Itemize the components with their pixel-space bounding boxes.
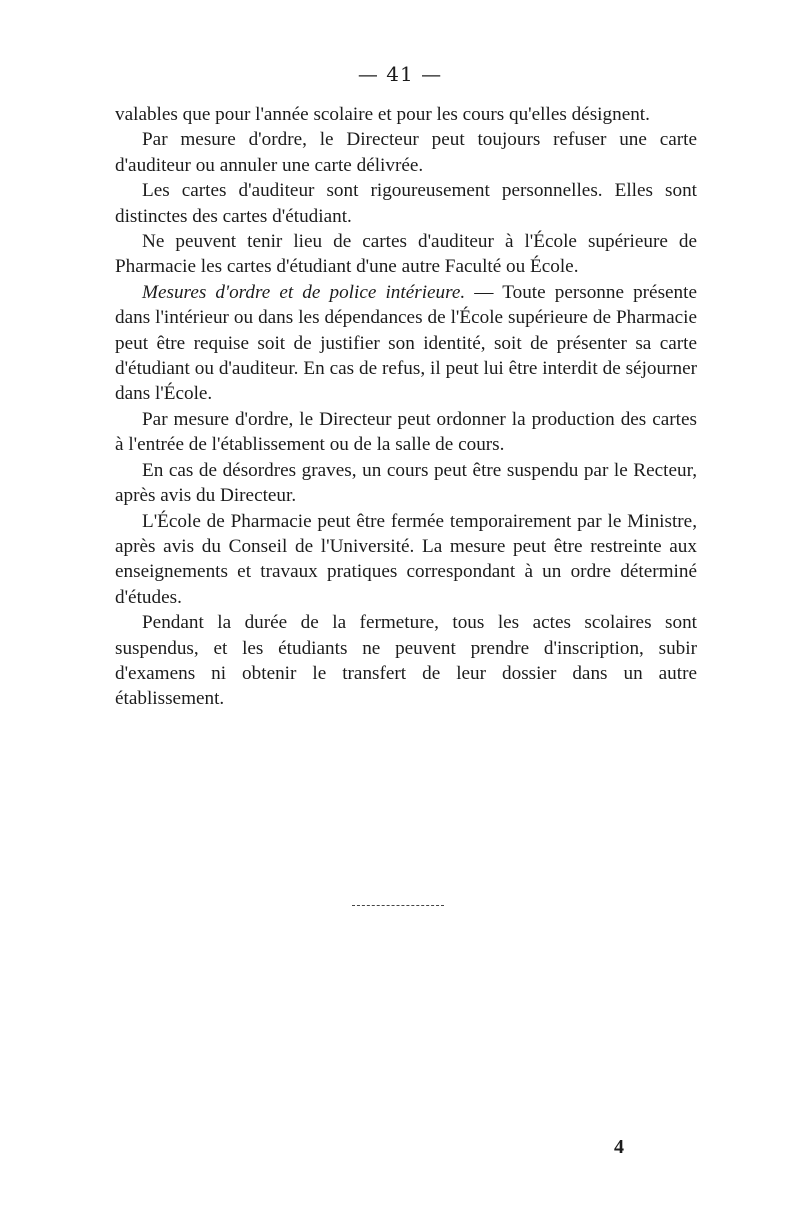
paragraph: En cas de désordres graves, un cours peut être suspendu par le Recteur, après avis du Directeur.: [115, 459, 697, 507]
paragraph: Pendant la durée de la fermeture, tous les actes scolaires sont suspendus, et les étudiants ne peuvent prendre d'inscription, subir d'examens ni obtenir le transfert de leur dossier dans un autre établissement.: [115, 612, 697, 710]
paragraph: [115, 280, 697, 407]
paragraph: Les cartes d'auditeur sont rigoureusement personnelles. Elles sont distinctes des cartes d'étudiant.: [115, 180, 697, 227]
paragraph-text: — Toute personne présente dans l'intérieur ou dans les dépendances de l'École supérieure de Pharmacie peut être requise soit de justifier son identité, soit de présenter sa carte d'étudiant ou d'auditeur. En cas de refus, il peut lui être interdit de séjourner dans l'École.: [115, 281, 697, 405]
paragraph: Par mesure d'ordre, le Directeur peut toujours refuser une carte d'auditeur ou annuler une carte délivrée.: [115, 129, 697, 176]
paragraph: L'École de Pharmacie peut être fermée temporairement par le Ministre, après avis du Conseil de l'Université. La mesure peut être restreinte aux enseignements et travaux pratiques correspondant à un ordre déterminé d'études.: [115, 510, 697, 608]
paragraph: valables que pour l'année scolaire et pour les cours qu'elles désignent.: [115, 104, 650, 125]
paragraph: Par mesure d'ordre, le Directeur peut ordonner la production des cartes à l'entrée de l'établissement ou de la salle de cours.: [115, 408, 697, 456]
paragraph: Ne peuvent tenir lieu de cartes d'auditeur à l'École supérieure de Pharmacie les cartes d'étudiant d'une autre Faculté ou École.: [115, 231, 697, 278]
body-text: [115, 102, 697, 712]
section-divider: [352, 905, 444, 906]
section-heading: Mesures d'ordre et de police intérieure.: [142, 281, 466, 303]
page-number: — 41 —: [357, 62, 443, 86]
signature-mark: 4: [614, 1136, 624, 1158]
